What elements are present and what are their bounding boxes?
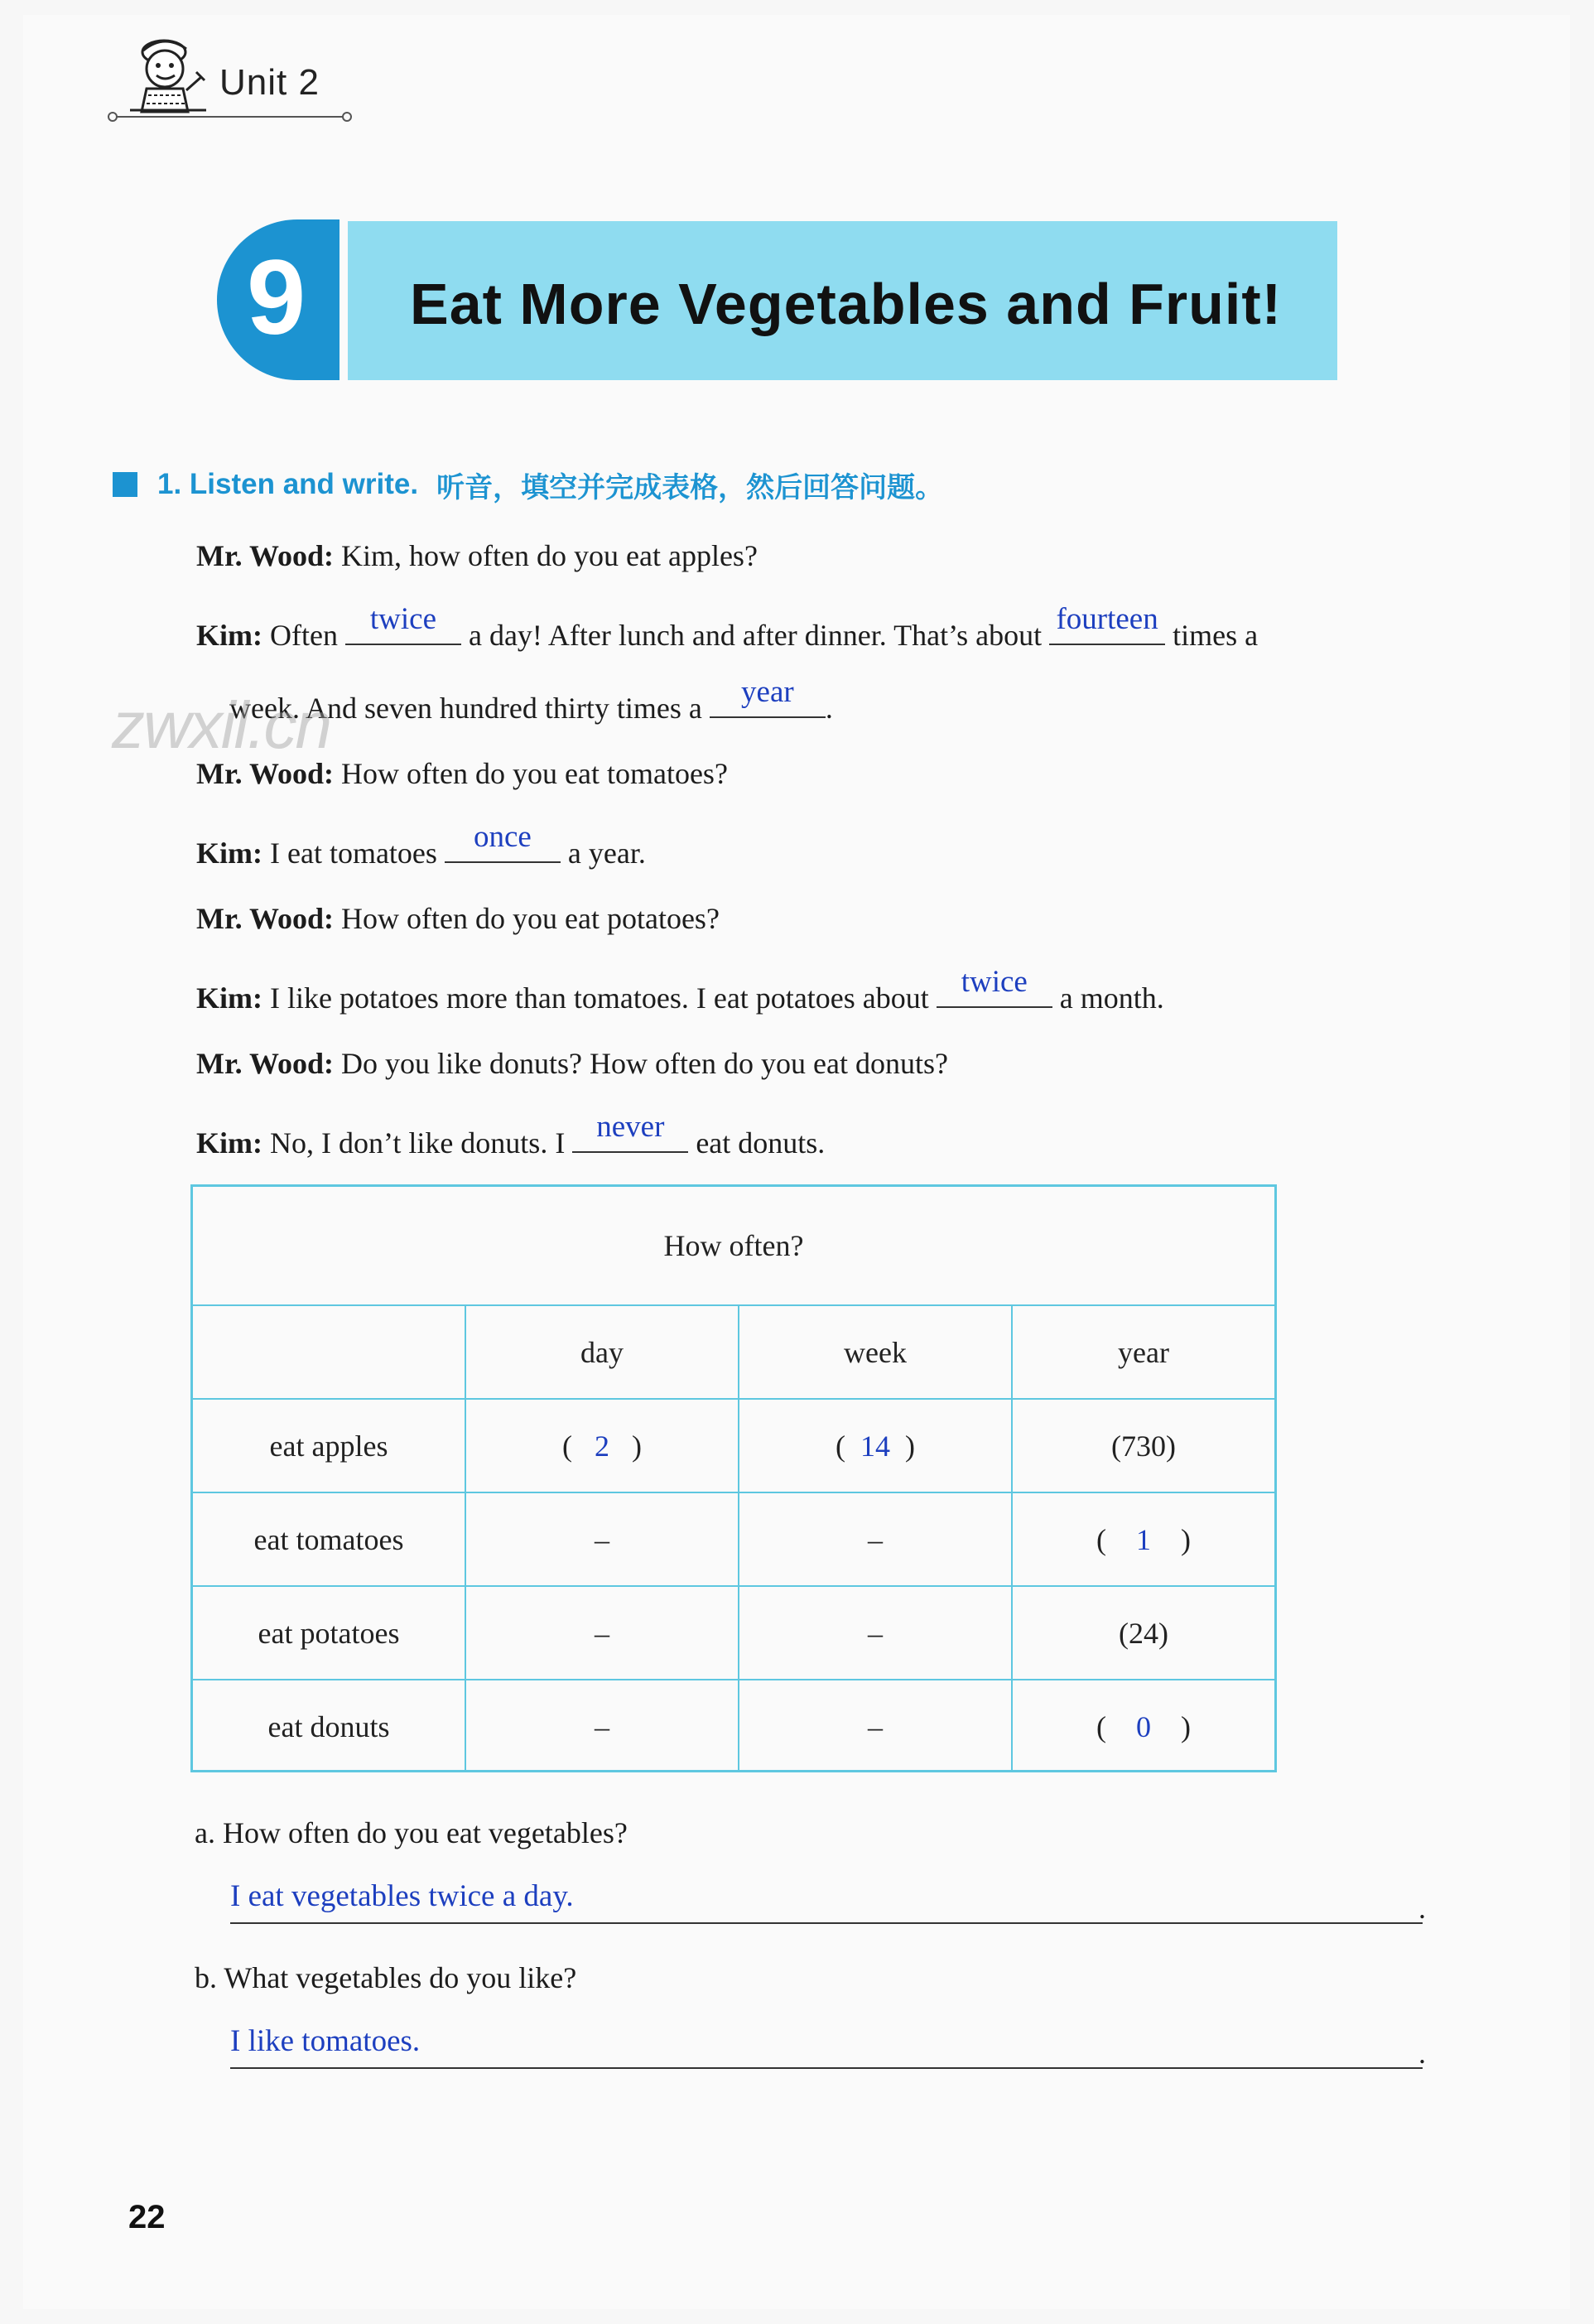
line-text: How often do you eat potatoes? [341, 902, 720, 935]
speaker: Mr. Wood [196, 757, 325, 790]
answer: 2 [595, 1429, 609, 1463]
frequency-table [190, 1184, 1277, 1772]
answer-blank [345, 602, 461, 645]
lesson-title: Eat More Vegetables and Fruit! [410, 272, 1282, 336]
square-bullet-icon [113, 472, 137, 497]
table-cell: (24) [1119, 1616, 1168, 1650]
table-cell: – [868, 1616, 883, 1650]
answer-b: I like tomatoes. [230, 2024, 421, 2058]
exercise-title: 1. Listen and write. [157, 468, 419, 500]
unit-title: Unit 2 [219, 62, 320, 103]
answer: twice [961, 965, 1028, 999]
line-text: I like potatoes more than tomatoes. I eat potatoes about [270, 981, 929, 1015]
table-cell: – [868, 1709, 883, 1743]
answer-blank [445, 820, 561, 863]
row-label: eat tomatoes [253, 1522, 404, 1556]
line-text: Often [270, 619, 338, 652]
watermark: zwxil.cn [112, 688, 331, 762]
speaker: Mr. Wood [196, 1047, 325, 1080]
table-cell: – [595, 1616, 609, 1650]
answer-blank [710, 675, 826, 718]
line-end-period: . [1418, 2037, 1426, 2070]
dialogue-line: Kim: Often twice a day! After lunch and after dinner. That’s about fourteen times a [196, 602, 1259, 652]
exercise-instruction: 听音，填空并完成表格，然后回答问题。 [436, 470, 944, 504]
answer: never [596, 1110, 665, 1144]
lesson-title-banner [348, 221, 1337, 380]
answer-blank [1049, 602, 1165, 645]
column-header-year: year [1118, 1335, 1169, 1369]
table-cell: ( 14 ) [836, 1429, 915, 1463]
table-cell: ( 0 ) [1096, 1709, 1191, 1743]
table-cell: ( 2 ) [562, 1429, 642, 1463]
line-text: a month. [1059, 981, 1164, 1015]
line-text: a year. [567, 837, 646, 870]
answer: year [741, 675, 794, 709]
answer: 1 [1136, 1522, 1151, 1556]
answer: 0 [1136, 1709, 1151, 1743]
line-text: eat donuts. [696, 1126, 826, 1160]
dialogue-line: Mr. Wood: How often do you eat potatoes? [196, 902, 720, 935]
line-text: . [825, 692, 833, 725]
line-text: I eat tomatoes [270, 837, 437, 870]
line-text: Do you like donuts? How often do you eat donuts? [341, 1047, 948, 1080]
speaker: Mr. Wood [196, 539, 325, 572]
answer: 14 [860, 1429, 890, 1463]
answer: fourteen [1056, 602, 1158, 636]
page-number: 22 [128, 2199, 166, 2235]
speaker: Kim [196, 981, 253, 1015]
line-text: times a [1173, 619, 1259, 652]
unit-header [112, 29, 352, 124]
line-text: Kim, how often do you eat apples? [341, 539, 758, 572]
table-cell: – [868, 1522, 883, 1556]
row-label: eat potatoes [258, 1616, 400, 1650]
dialogue-line: Mr. Wood: Do you like donuts? How often do you eat donuts? [196, 1047, 948, 1080]
dialogue-line: Mr. Wood: Kim, how often do you eat apples? [196, 539, 758, 572]
line-end-period: . [1418, 1892, 1426, 1925]
table-cell: (730) [1111, 1429, 1176, 1463]
answer: twice [369, 602, 437, 636]
column-header-week: week [844, 1335, 907, 1369]
exercise-heading [113, 464, 943, 505]
question-b: b. What vegetables do you like? [195, 1961, 577, 1994]
question-a: a. How often do you eat vegetables? [195, 1816, 628, 1849]
dialogue-line: Kim: I eat tomatoes once a year. [196, 820, 646, 870]
row-label: eat apples [269, 1429, 388, 1463]
speaker: Kim [196, 619, 253, 652]
dialogue-line: Mr. Wood: How often do you eat tomatoes? [196, 757, 728, 790]
answer-blank [937, 965, 1052, 1008]
table-cell: – [595, 1522, 609, 1556]
answer-blank [572, 1110, 688, 1153]
cartoon-boy-mascot-icon [127, 29, 209, 116]
table-title: How often? [663, 1229, 804, 1262]
answer-line [230, 2067, 1423, 2069]
line-text: No, I don’t like donuts. I [270, 1126, 566, 1160]
line-text: a day! After lunch and after dinner. That’s about [468, 619, 1043, 652]
line-text: week. And seven hundred thirty times a [229, 692, 702, 725]
speaker: Kim [196, 1126, 253, 1160]
row-label: eat donuts [267, 1709, 390, 1743]
column-header-day: day [580, 1335, 624, 1369]
speaker: Kim [196, 837, 253, 870]
line-text: How often do you eat tomatoes? [341, 757, 728, 790]
answer: once [473, 820, 532, 854]
dialogue-line: Kim: No, I don’t like donuts. I never eat donuts. [196, 1110, 826, 1160]
table-cell: – [595, 1709, 609, 1743]
table-cell: ( 1 ) [1096, 1522, 1191, 1556]
answer-a: I eat vegetables twice a day. [230, 1879, 574, 1913]
speaker: Mr. Wood [196, 902, 325, 935]
dialogue-line: Kim: I like potatoes more than tomatoes. I eat potatoes about twice a month. [196, 965, 1164, 1015]
lesson-number: 9 [247, 239, 306, 357]
answer-line [230, 1922, 1423, 1924]
unit-divider [116, 116, 344, 118]
